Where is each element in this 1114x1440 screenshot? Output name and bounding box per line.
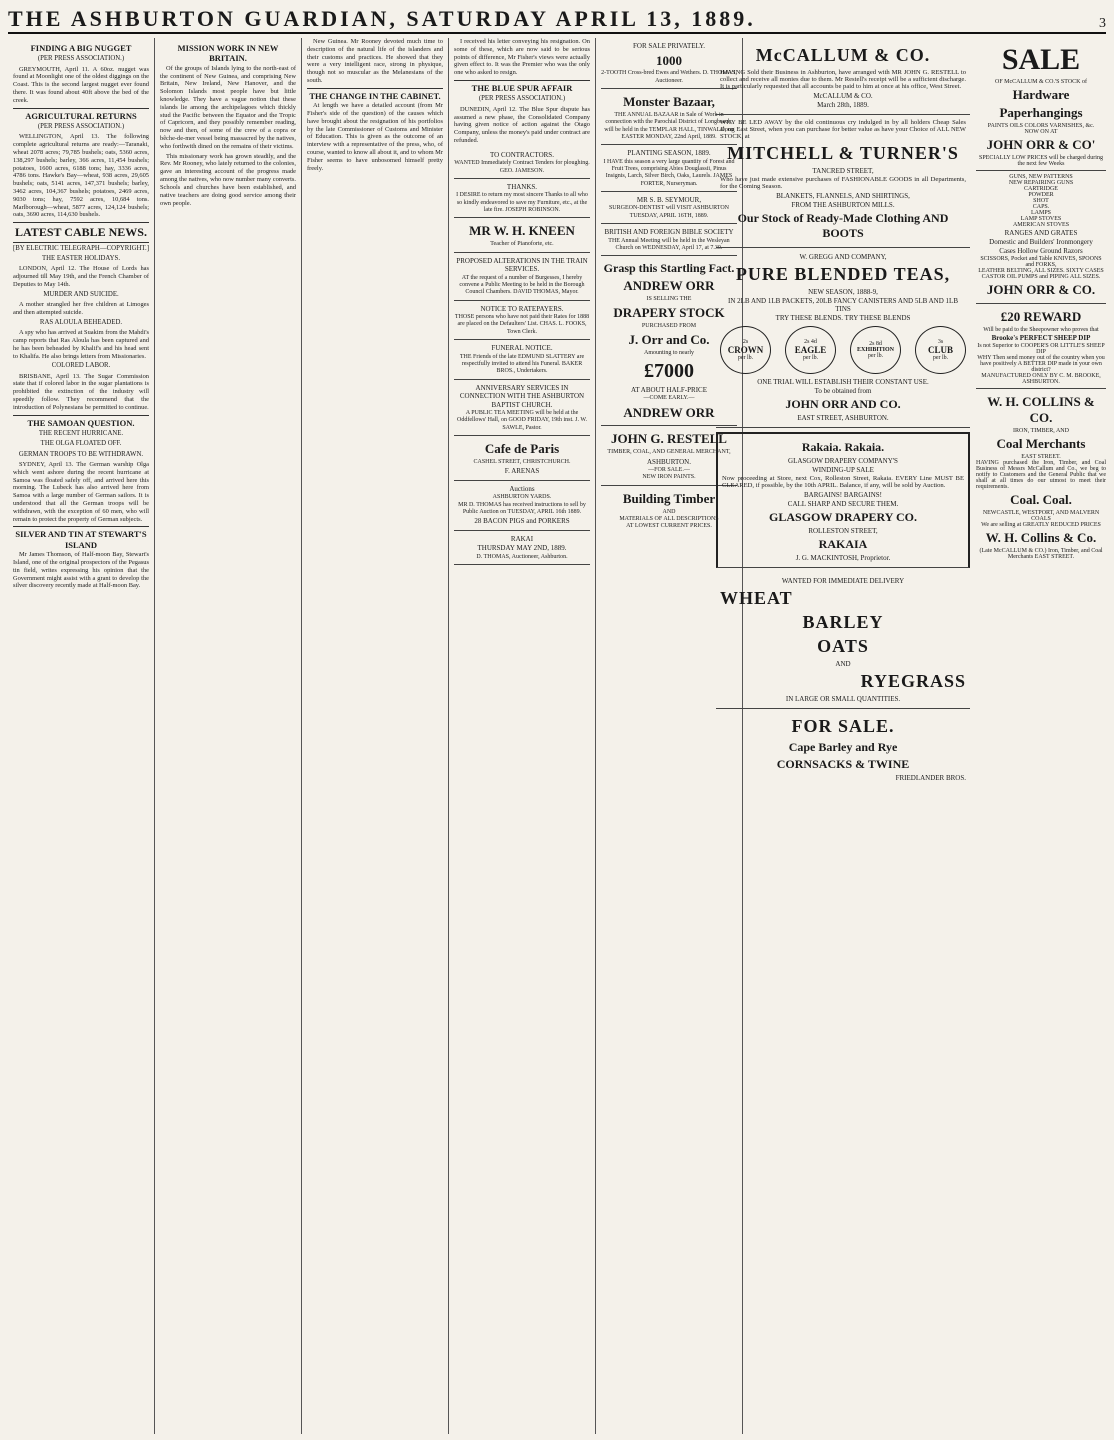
- article-text: This missionary work has grown steadily, and the Rev. Mr Rooney, who lately returned to the colonies, gave an interesting account of the progress made among the natives, who now number many converts. Schools and churches have been established, and native teachers are doing good service among their own people.: [160, 152, 296, 207]
- column-1: [8, 38, 155, 1434]
- ad-name: ANDREW ORR: [623, 277, 715, 293]
- ad-sig: McCALLUM & CO.: [813, 92, 873, 100]
- ad-line: AMERICAN STOVES: [1012, 222, 1070, 228]
- ad-firm-sub: (Late McCALLUM & CO.) Iron, Timber, and Coal Merchants EAST STREET.: [979, 548, 1103, 560]
- ad-sub: CASHEL STREET, CHRISTCHURCH.: [473, 458, 571, 465]
- blend-price: 3s: [937, 339, 944, 345]
- blend-unit: per lb.: [867, 353, 884, 359]
- masthead: [8, 6, 1106, 34]
- ad-maker: MANUFACTURED ONLY BY C. M. BROOKE, ASHBURTON.: [981, 373, 1101, 385]
- ad-train: [454, 253, 590, 301]
- ad-body: AT the request of a number of Burgesses, I hereby convene a Public Meeting to be held in the Borough Council Chambers. DAVID THOMAS, Mayor.: [459, 274, 585, 296]
- tea-blends: [720, 326, 966, 374]
- ad-line: SHOT: [1033, 198, 1049, 204]
- blend-eagle: [785, 326, 836, 374]
- ad-heading: WANTED FOR IMMEDIATE DELIVERY: [781, 577, 905, 585]
- ad-agent-street: EAST STREET, ASHBURTON.: [797, 414, 889, 422]
- blend-unit: per lb.: [802, 355, 819, 361]
- ad-goods: CORNSACKS & TWINE: [776, 757, 910, 771]
- ad-agent: JOHN ORR AND CO.: [785, 397, 901, 411]
- ad-guns: [976, 171, 1106, 304]
- ad-date: THURSDAY MAY 2ND, 1889.: [477, 544, 567, 553]
- ad-line: Amounting to nearly: [644, 350, 694, 357]
- ad-packets: IN 2LB AND 1LB PACKETS, 20LB FANCY CANISTERS AND 5LB AND 1LB TINS: [728, 297, 958, 313]
- grain-oats: OATS: [817, 636, 869, 656]
- ad-now-on: NOW ON AT: [1024, 129, 1058, 135]
- ad-body: Now proceeding at Store, next Cox, Rolleston Street, Rakaia. EVERY Line MUST BE CLEARED, if possible, by the 10th APRIL. Balance, if any, will be sold by Auction.: [722, 475, 964, 489]
- grain-barley: BARLEY: [802, 612, 884, 632]
- ad-reward: [976, 304, 1106, 389]
- ad-mitchell-turner: [716, 115, 970, 248]
- subhead: THE RECENT HURRICANE.: [38, 430, 124, 438]
- ad-line: AT ABOUT HALF-PRICE: [631, 385, 707, 394]
- ad-name: MR W. H. KNEEN: [469, 223, 575, 239]
- grain-wheat: WHEAT: [720, 588, 793, 608]
- blend-name: EXHIBITION: [856, 347, 894, 353]
- ad-body: Teacher of Pianoforte, etc.: [490, 241, 554, 248]
- article-text: At length we have a detailed account (from Mr Fisher's side of the question) of the causes which have brought about the resignation of his portfolios by the late Commissioner of Customs and Minister of Education. This is given as the outcome of an interview with a representative of the press, who, of course, wanted to know all about it, and to whom Mr Fisher seems to have unbosomed himself pretty freely.: [307, 102, 443, 172]
- ad-owner: F. ARENAS: [504, 467, 540, 476]
- byline: (PER PRESS ASSOCIATION.): [37, 123, 125, 131]
- ad-dip: Brooke's PERFECT SHEEP DIP: [991, 334, 1091, 342]
- subhead: COLORED LABOR.: [51, 362, 111, 370]
- ad-funeral: [454, 340, 590, 379]
- ad-line: LAMPS: [1030, 210, 1051, 216]
- ad-mccallum: [716, 38, 970, 115]
- byline: (PER PRESS ASSOCIATION.): [478, 95, 566, 103]
- ad-dip-sub: Is not Superior to COOPER'S OR LITTLE'S SHEEP DIP: [977, 343, 1105, 355]
- ad-company: GLASGOW DRAPERY CO.: [769, 510, 917, 524]
- ad-body: WHY Then send money out of the country when you have positively A BETTER DIP made in your own district?: [977, 355, 1105, 373]
- ad-sub: Will be paid to the Sheepowner who proves that: [983, 327, 1099, 333]
- ad-town: Rakaia. Rakaia.: [801, 440, 885, 454]
- ad-mills: FROM THE ASHBURTON MILLS.: [791, 201, 895, 209]
- ad-name: W. H. COLLINS & CO.: [987, 394, 1095, 425]
- ad-ratepayers: [454, 301, 590, 340]
- ad-heading: FUNERAL NOTICE.: [491, 344, 553, 353]
- page-number: 3: [1099, 16, 1106, 31]
- ad-street: TANCRED STREET,: [812, 167, 874, 175]
- ad-friedlander: [716, 709, 970, 787]
- ad-collins: [976, 389, 1106, 563]
- ad-bargains: BARGAINS! BARGAINS!: [804, 491, 882, 499]
- ad-heading: TO CONTRACTORS.: [490, 150, 554, 159]
- ad-thanks: [454, 179, 590, 218]
- blend-club: [915, 326, 966, 374]
- headline-bluespur: THE BLUE SPUR AFFAIR: [454, 80, 590, 93]
- ad-season: NEW SEASON, 1888-9,: [808, 288, 878, 296]
- masthead-title: THE ASHBURTON GUARDIAN, SATURDAY APRIL 13, 1889.: [8, 6, 756, 31]
- ad-special: SPECIALLY LOW PRICES will be charged during the next few Weeks: [979, 155, 1103, 167]
- column-4: [449, 38, 596, 1434]
- ad-line: Cases Hollow Ground Razors: [999, 247, 1083, 255]
- ad-mines: NEWCASTLE, WESTPORT, AND MALVERN COALS: [982, 510, 1100, 522]
- article-text: SYDNEY, April 13. The German warship Olga which went ashore during the recent hurricane at Samoa was floated safely off, and arrived here this morning. The Lubeck has also arrived here from Samoa with a large number of German sailors. It is understood that all the German troops will be withdrawn, with the exception of 60 men, who will remain to protect the property of German subjects.: [13, 460, 149, 523]
- right-ad-column: [976, 38, 1106, 563]
- ad-town: ASHBURTON.: [647, 457, 691, 466]
- ad-body: HAVING purchased the Iron, Timber, and Coal Business of Messrs McCallum and Co., we beg to notify to Customers and the General Public that we shall at all times do our utmost to meet their requirements.: [976, 460, 1106, 490]
- blend-name: CROWN: [727, 345, 764, 355]
- ad-body: MATERIALS OF ALL DESCRIPTIONS: [619, 515, 719, 522]
- ad-lot: 28 BACON PIGS and PORKERS: [474, 517, 570, 526]
- ad-baptist: [454, 380, 590, 437]
- ad-heading: THANKS.: [506, 182, 538, 191]
- ad-line: POWDER: [1028, 192, 1054, 198]
- ad-orr-sale: [976, 38, 1106, 171]
- ad-grain-wanted: [716, 572, 970, 709]
- ad-line: AT LOWEST CURRENT PRICES.: [626, 523, 712, 530]
- ad-body: WANTED Immediately Contract Tenders for ploughing. GEO. JAMESON.: [454, 160, 590, 174]
- ad-headline: £20 REWARD: [1000, 309, 1082, 324]
- ad-heading: FOR SALE PRIVATELY.: [633, 42, 705, 50]
- ad-headline: PURE BLENDED TEAS,: [735, 264, 951, 284]
- ad-line: CAPS.: [1032, 204, 1050, 210]
- headline-cable: LATEST CABLE NEWS.: [13, 222, 149, 243]
- ad-line: RANGES AND GRATES: [1004, 229, 1078, 237]
- ad-reduced: We are selling at GREATLY REDUCED PRICES: [981, 522, 1101, 528]
- ad-firm: J. Orr and Co.: [628, 332, 710, 348]
- ad-body: THOSE persons who have not paid their Rates for 1888 are placed on the Defaulters' List. CHAS. L. FOOKS, Town Clerk.: [454, 314, 590, 335]
- ad-body: THE Friends of the late EDMUND SLATTERY are respectfully invited to attend his Funeral. BAKER BROS., Undertakers.: [459, 353, 585, 375]
- ad-stock: DRAPERY STOCK: [613, 305, 725, 321]
- ad-line: —COME EARLY.—: [643, 395, 695, 402]
- byline: (PER PRESS ASSOCIATION.): [37, 55, 125, 63]
- ad-name: MITCHELL & TURNER'S: [727, 143, 959, 163]
- ad-street: EAST STREET.: [1021, 454, 1061, 460]
- ad-body: Who have just made extensive purchases of FASHIONABLE GOODS in all Departments, for the Coming Season.: [720, 176, 966, 190]
- ad-kneen: [454, 218, 590, 252]
- ad-line: AND: [662, 508, 676, 515]
- ad-name: MR S. B. SEYMOUR,: [636, 195, 702, 204]
- ad-name: GLASGOW DRAPERY COMPANY'S: [788, 457, 898, 465]
- ad-intro: WHY BE LED AWAY by the old continuous cry indulged in by all holders Cheap Sales along East Street, when you can purchase for better value as have your Choice of ALL NEW STOCK, at: [720, 119, 966, 140]
- column-2: [155, 38, 302, 1434]
- ad-coal: Coal Merchants: [996, 436, 1086, 451]
- ad-paper: Paperhangings: [999, 105, 1083, 120]
- blend-name: EAGLE: [794, 345, 827, 355]
- subhead: MURDER AND SUICIDE.: [43, 290, 119, 298]
- ad-date: March 28th, 1889.: [817, 101, 869, 109]
- ad-body: I HAVE this season a very large quantity of Forest and Fruit Trees, comprising Abies Douglassii, Pinus Insignis, Larch, Silver Birch, Oaks, Laurels. JAMES FORTER, Nurseryman.: [603, 158, 735, 187]
- ad-body: SURGEON-DENTIST will VISIT ASHBURTON TUESDAY, APRIL 16TH, 1889.: [608, 205, 730, 219]
- ad-place: RAKAIA: [818, 537, 868, 551]
- article-text: LONDON, April 12. The House of Lords has adjourned till May 19th, and the French Chamber of Deputies to May 14th.: [13, 265, 149, 289]
- ad-headline: FOR SALE.: [791, 716, 895, 736]
- headline-mission: MISSION WORK IN NEW BRITAIN.: [177, 43, 279, 64]
- ad-body: MR D. THOMAS has received instructions to sell by Public Auction on TUESDAY, APRIL 16th 1889.: [458, 501, 586, 515]
- ad-street: ROLLESTON STREET,: [808, 527, 878, 535]
- article-text: DUNEDIN, April 12. The Blue Spur dispute has assumed a new phase, the Consolidated Company having given notice of action against the Otago Company, unless the money's paid under contract are refunded.: [454, 105, 590, 144]
- ad-line: NEW IRON PAINTS.: [642, 474, 696, 481]
- grain-ryegrass: RYEGRASS: [860, 671, 966, 691]
- ad-line: NEW REPAIRING GUNS: [1008, 180, 1074, 186]
- ad-qty: IN LARGE OR SMALL QUANTITIES.: [785, 695, 901, 703]
- article-text: I received his letter conveying his resignation. On some of these, which are now said to be serious points of difference, Mr Fisher's views were actually given effect to. It was the Premier who was the only one who asked to resign.: [454, 38, 590, 77]
- ad-headline: SALE: [1001, 43, 1081, 76]
- ad-headline: Grasp this Startling Fact.: [603, 261, 735, 276]
- ad-sub: ASHBURTON YARDS.: [492, 494, 552, 501]
- column-3: [302, 38, 449, 1434]
- ad-line: CARTRIDGE: [1024, 186, 1058, 192]
- article-text: BRISBANE, April 13. The Sugar Commission state that if colored labor in the sugar plantations is prohibited the extinction of the industry will speedily follow. They recommend that the introduction of Polynesians be permitted to continue.: [13, 372, 149, 411]
- ad-body: I DESIRE to return my most sincere Thanks to all who so kindly endeavored to save my Furniture, etc., at the late fire. JOSEPH ROBINSON.: [456, 192, 588, 214]
- ad-line: Cape Barley and Rye: [788, 740, 898, 754]
- ad-line: PURCHASED FROM: [641, 322, 697, 329]
- ad-heading: PROPOSED ALTERATIONS IN THE TRAIN SERVICES.: [456, 256, 588, 274]
- subhead: THE EASTER HOLIDAYS.: [41, 255, 121, 263]
- ad-items: PAINTS OILS COLORS VARNISHES, &c.: [987, 123, 1095, 129]
- ad-line: GUNS, NEW PATTERNS: [1009, 174, 1073, 180]
- article-text: A mother strangled her five children at Limoges and then attempted suicide.: [13, 301, 149, 316]
- wide-ad-column: [716, 38, 970, 787]
- headline-agri: AGRICULTURAL RETURNS: [13, 108, 149, 121]
- ad-line: SCISSORS, Pocket and Table KNIVES, SPOONS and FORKS,: [980, 256, 1102, 268]
- blend-unit: per lb.: [737, 355, 754, 361]
- ad-clothing: Our Stock of Ready-Made Clothing AND BOOTS: [737, 211, 949, 240]
- blend-exhibition: [850, 326, 901, 374]
- ad-sub: OF McCALLUM & CO.'S STOCK of: [995, 79, 1087, 85]
- ad-hardware: Hardware: [1012, 87, 1070, 102]
- ad-headline: Building Timber: [622, 490, 716, 506]
- ad-gregg-teas: [716, 248, 970, 428]
- ad-line: IS SELLING THE: [646, 295, 692, 302]
- ad-firm: W. GREGG AND COMPANY,: [799, 253, 887, 261]
- ad-heading: ANNIVERSARY SERVICES IN CONNECTION WITH THE ASHBURTON BAPTIST CHURCH.: [459, 383, 585, 409]
- ad-name: Monster Bazaar,: [623, 94, 715, 110]
- ad-heading: NOTICE TO RATEPAYERS.: [480, 304, 564, 313]
- ad-line: Domestic and Builders' Ironmongery: [989, 238, 1093, 246]
- ad-sum: £7000: [644, 360, 694, 383]
- ad-heading: BRITISH AND FOREIGN BIBLE SOCIETY: [604, 228, 734, 237]
- ad-firm: JOHN ORR & CO': [986, 137, 1096, 152]
- ad-heading: RAKAI: [510, 534, 534, 543]
- subhead: THE OLGA FLOATED OFF.: [40, 440, 122, 448]
- article-text: Mr James Thomson, of Half-moon Bay, Stewart's Island, one of the original prospectors of the Pegasus tin field, writes expressing his opinion that the Government might assist with a grant to develop the silver discovery recently made at Half-moon Bay.: [13, 551, 149, 590]
- ad-body: TIMBER, COAL, AND GENERAL MERCHANT,: [607, 449, 731, 456]
- ad-cafe: [454, 436, 590, 481]
- subhead: RAS ALOULA BEHEADED.: [39, 318, 123, 326]
- ad-count: 1000: [656, 52, 682, 68]
- ad-woollens: BLANKETS, FLANNELS, AND SHIRTINGS,: [776, 192, 910, 200]
- blend-price: 2s: [742, 339, 749, 345]
- headline-silver: SILVER AND TIN AT STEWART'S ISLAND: [13, 526, 149, 550]
- ad-trial: ONE TRIAL WILL ESTABLISH THEIR CONSTANT USE.: [757, 378, 929, 386]
- headline-cabinet: THE CHANGE IN THE CABINET.: [307, 88, 443, 101]
- ad-body: THE ANNUAL BAZAAR in Sale of Work in connection with the Parochial District of Longbeach, will be held in the TEMPLAR HALL, TINWALD, on EASTER MONDAY, 22nd April, 1889.: [604, 111, 734, 140]
- blend-unit: per lb.: [932, 355, 949, 361]
- byline: [BY ELECTRIC TELEGRAPH—COPYRIGHT.]: [13, 244, 149, 252]
- ad-rakai: [454, 531, 590, 565]
- ad-heading: PLANTING SEASON, 1889.: [627, 149, 711, 158]
- headline-nugget: FINDING A BIG NUGGET: [30, 43, 132, 53]
- ad-call: CALL SHARP AND SECURE THEM.: [787, 500, 899, 508]
- article-text: Of the groups of Islands lying to the north-east of the continent of New Guinea, and comprising New Britain, New Ireland, New Hanover, and the Solomon Islands most people have but little knowledge. They have a vague notion that these islands lie among the archipelagoes which thickly stud the Pacific between the Equator and the Tropic of Capricorn, and they possibly remember reading, now and then, of some of the crew of a copra or bêche-de-mer vessel being massacred by the natives, who forthwith dined on the remains of their victims.: [160, 64, 296, 150]
- ad-line: LAMP STOVES: [1020, 216, 1062, 222]
- ad-sig: D. THOMAS, Auctioneer, Ashburton.: [476, 553, 568, 560]
- ad-line: LEATHER BELTING, ALL SIZES. SIXTY CASES CASTOR OIL PUMPS and PIPING ALL SIZES.: [978, 268, 1104, 280]
- ad-sub: IRON, TIMBER, AND: [1013, 428, 1069, 434]
- blend-price: 2s 4d: [804, 339, 817, 345]
- ad-obtain: To be obtained from: [814, 387, 872, 395]
- ad-sale: WINDING-UP SALE: [812, 466, 874, 474]
- ad-prop: J. G. MACKINTOSH, Proprietor.: [795, 554, 891, 562]
- ad-glasgow-drapery: [716, 432, 970, 568]
- ad-name: Cafe de Paris: [484, 441, 560, 457]
- ad-body: HAVING Sold their Business in Ashburton, have arranged with MR JOHN G. RESTELL to collect and receive all monies due to them. Mr Restell's receipt will be a sufficient discharge. It is particularly requested that all accounts be paid to him at once at his office, West Street.: [720, 69, 966, 90]
- ad-name: ANDREW ORR: [623, 404, 715, 420]
- ad-firm: FRIEDLANDER BROS.: [895, 774, 966, 782]
- ad-name: McCALLUM & CO.: [755, 45, 931, 65]
- ad-try: TRY THESE BLENDS. TRY THESE BLENDS: [775, 314, 911, 322]
- ad-heading: Auctions: [509, 484, 535, 493]
- blend-crown: [720, 326, 771, 374]
- ad-firm: W. H. Collins & Co.: [985, 530, 1097, 545]
- article-text: New Guinea. Mr Rooney devoted much time to description of the natural life of the islanders and their customs and practices. He showed that they were a very intelligent race, strong in physique, though not so muscular as the Melanesians of the south.: [307, 38, 443, 85]
- grain-and: AND: [835, 660, 851, 668]
- ad-body: THE Annual Meeting will be held in the Wesleyan Church on WEDNESDAY, April 17, at 7.30.: [608, 237, 730, 251]
- headline-samoa: THE SAMOAN QUESTION.: [13, 415, 149, 428]
- article-text: GREYMOUTH, April 11. A 60oz. nugget was found at Moonlight one of the oldest diggings on the Coast. This is the second largest nugget ever found there. It was found about 40ft above the bed of the creek.: [13, 65, 149, 104]
- blend-name: CLUB: [927, 345, 953, 355]
- article-text: WELLINGTON, April 13. The following complete agricultural returns are ready:—Taranaki, wheat 2078 acres; 79,785 bushels; oats, 5360 acres, 138,297 bushels; barley, 366 acres, 11,454 bushels; potatoes, 1600 acres, 6188 tons; hay, 3336 acres, 4786 tons. Hawke's Bay—wheat, 938 acres, 29,605 bushels; oats, 5141 acres, 147,371 bushels; barley, 3462 acres, 104,367 bushels; potatoes, 2469 acres, 9030 tons; hay, 7592 acres, 10,684 tons. Marlborough—wheat, 5877 acres, 124,124 bushels; oats, 3690 acres, 114,630 bushels.: [13, 133, 149, 219]
- subhead: GERMAN TROOPS TO BE WITHDRAWN.: [18, 450, 144, 458]
- ad-firm: JOHN ORR & CO.: [986, 282, 1096, 297]
- ad-body: 2-TOOTH Cross-bred Ewes and Wethers. D. THOMAS, Auctioneer.: [601, 70, 737, 84]
- ad-contractors: [454, 147, 590, 179]
- ad-coal2: Coal. Coal.: [1010, 492, 1072, 507]
- ad-body: A PUBLIC TEA MEETING will be held at the Oddfellows' Hall, on GOOD FRIDAY, 19th inst. J. W. SAWLE, Pastor.: [457, 410, 587, 431]
- article-text: A spy who has arrived at Suakim from the Mahdi's camp reports that Ras Aloula has been captured and he has been beheaded by Khalif's and his head sent to Khalifa. He also brings letters from Missionaries.: [13, 329, 149, 360]
- blend-price: 2s 8d: [869, 341, 882, 347]
- ad-line: —FOR SALE.—: [648, 467, 690, 474]
- ad-auction: [454, 481, 590, 531]
- ad-name: JOHN G. RESTELL: [611, 431, 727, 447]
